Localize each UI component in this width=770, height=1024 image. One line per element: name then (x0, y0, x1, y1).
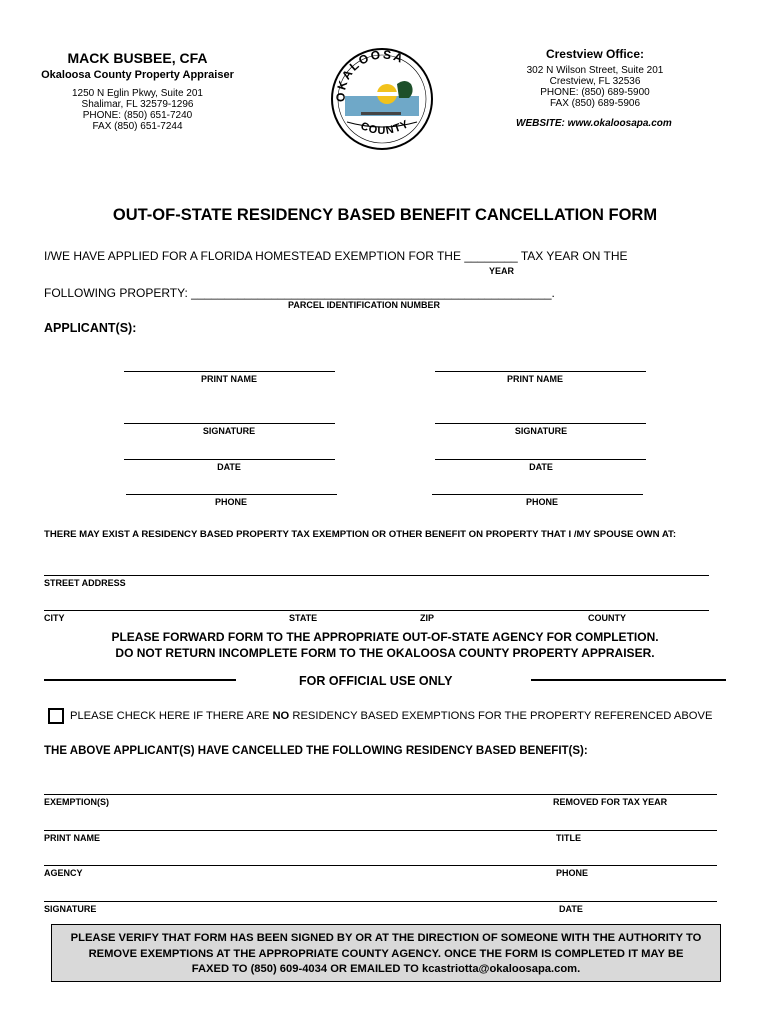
year-caption: YEAR (489, 266, 515, 276)
appraiser-address2: Shalimar, FL 32579-1296 (81, 99, 194, 110)
applicant1-print-name-caption: PRINT NAME (201, 374, 257, 384)
official-use-rule-right (531, 679, 726, 681)
check-text-a: PLEASE CHECK HERE IF THERE ARE (70, 710, 270, 722)
official-print-name-caption: PRINT NAME (44, 833, 100, 843)
crestview-address2: Crestview, FL 32536 (549, 76, 641, 87)
applicant1-date-caption: DATE (217, 462, 241, 472)
notice-line-1: PLEASE VERIFY THAT FORM HAS BEEN SIGNED BY OR AT THE DIRECTION OF SOMEONE WITH THE AUTHORITY TO (70, 932, 702, 944)
crestview-title: Crestview Office: (545, 47, 645, 61)
agency-field[interactable] (44, 845, 717, 866)
official-date-caption: DATE (559, 904, 583, 914)
applicant2-signature-field[interactable] (435, 403, 646, 424)
applicant1-signature-field[interactable] (124, 403, 335, 424)
removed-for-caption: REMOVED FOR TAX YEAR (553, 797, 668, 807)
notice-line-2: REMOVE EXEMPTIONS AT THE APPROPRIATE COUNTY AGENCY. ONCE THE FORM IS COMPLETED IT MAY BE (88, 947, 684, 960)
seal-top-text: OKALOOSA (333, 47, 407, 103)
official-signature-field[interactable] (44, 881, 717, 902)
applicant2-date-field[interactable] (435, 439, 646, 460)
official-signature-caption: SIGNATURE (44, 904, 97, 914)
city-state-zip-county-field[interactable] (44, 590, 709, 611)
county-seal (325, 44, 440, 154)
property-text: FOLLOWING PROPERTY: (44, 286, 188, 300)
applicant2-phone-caption: PHONE (525, 497, 558, 507)
crestview-address1: 302 N Wilson Street, Suite 201 (526, 65, 664, 76)
applicant2-date-caption: DATE (529, 462, 553, 472)
city-caption: CITY (44, 613, 65, 623)
crestview-fax: FAX (850) 689-5906 (549, 98, 641, 109)
check-text-b: RESIDENCY BASED EXEMPTIONS FOR THE PROPERTY REFERENCED ABOVE (292, 710, 713, 722)
applicant1-date-field[interactable] (124, 439, 335, 460)
seal-icon (325, 44, 440, 154)
exemptions-field[interactable] (44, 774, 717, 795)
notice-line-3: FAXED TO (850) 609-4034 OR EMAILED TO kcastriotta@okaloosapa.com. (191, 963, 581, 975)
crestview-office-block (500, 47, 690, 109)
appraiser-fax: FAX (850) 651-7244 (92, 121, 183, 132)
forward-notice-1: PLEASE FORWARD FORM TO THE APPROPRIATE OUT-OF-STATE AGENCY FOR COMPLETION. (111, 630, 659, 644)
verification-notice (51, 924, 721, 982)
applicant1-phone-caption: PHONE (214, 497, 247, 507)
tax-year-text-b: TAX YEAR ON THE (520, 249, 628, 263)
official-title-caption: TITLE (556, 833, 581, 843)
no-exemptions-text (70, 710, 712, 722)
appraiser-phone: PHONE: (850) 651-7240 (82, 110, 193, 121)
property-line (44, 286, 555, 300)
form-title: OUT-OF-STATE RESIDENCY BASED BENEFIT CANCELLATION FORM (112, 206, 658, 224)
forward-notice-2: DO NOT RETURN INCOMPLETE FORM TO THE OKALOOSA COUNTY PROPERTY APPRAISER. (115, 646, 655, 660)
tax-year-line (44, 249, 628, 263)
exists-text: THERE MAY EXIST A RESIDENCY BASED PROPERTY TAX EXEMPTION OR OTHER BENEFIT ON PROPERTY THAT I /MY SPOUSE OWN AT: (44, 529, 677, 540)
street-address-field[interactable] (44, 555, 709, 576)
crestview-phone: PHONE: (850) 689-5900 (540, 87, 650, 98)
applicant2-signature-caption: SIGNATURE (514, 426, 568, 436)
official-print-name-field[interactable] (44, 810, 717, 831)
official-phone-caption: PHONE (556, 868, 589, 878)
street-address-caption: STREET ADDRESS (44, 578, 126, 588)
official-use-heading: FOR OFFICIAL USE ONLY (299, 674, 453, 688)
appraiser-block (30, 50, 245, 132)
appraiser-office: Okaloosa County Property Appraiser (41, 69, 234, 81)
applicant1-phone-field[interactable] (126, 474, 337, 495)
check-text-no: NO (272, 710, 290, 722)
applicant2-phone-field[interactable] (432, 474, 643, 495)
applicant2-print-name-field[interactable] (435, 351, 646, 372)
applicant1-print-name-field[interactable] (124, 351, 335, 372)
no-exemptions-checkbox[interactable] (48, 708, 64, 724)
exemptions-caption: EXEMPTION(S) (44, 797, 110, 807)
seal-bottom-text: COUNTY (358, 118, 412, 138)
appraiser-address1: 1250 N Eglin Pkwy, Suite 201 (71, 88, 203, 99)
official-use-rule-left (44, 679, 236, 681)
parcel-blank[interactable]: ______________________________________________________ (191, 286, 552, 300)
tax-year-blank[interactable]: ________ (464, 249, 518, 263)
tax-year-text-a: I/WE HAVE APPLIED FOR A FLORIDA HOMESTEAD EXEMPTION FOR THE (44, 249, 461, 263)
state-caption: STATE (289, 613, 318, 623)
appraiser-name: MACK BUSBEE, CFA (67, 50, 208, 66)
applicant2-print-name-caption: PRINT NAME (507, 374, 563, 384)
cancelled-text: THE ABOVE APPLICANT(S) HAVE CANCELLED THE FOLLOWING RESIDENCY BASED BENEFIT(S): (44, 745, 588, 757)
county-caption: COUNTY (588, 613, 626, 623)
property-period: . (551, 286, 555, 300)
parcel-caption: PARCEL IDENTIFICATION NUMBER (288, 300, 440, 310)
zip-caption: ZIP (420, 613, 435, 623)
agency-caption: AGENCY (44, 868, 83, 878)
applicants-label: APPLICANT(S): (44, 321, 137, 335)
applicant1-signature-caption: SIGNATURE (202, 426, 256, 436)
website-link[interactable]: WEBSITE: www.okaloosapa.com (516, 118, 672, 129)
